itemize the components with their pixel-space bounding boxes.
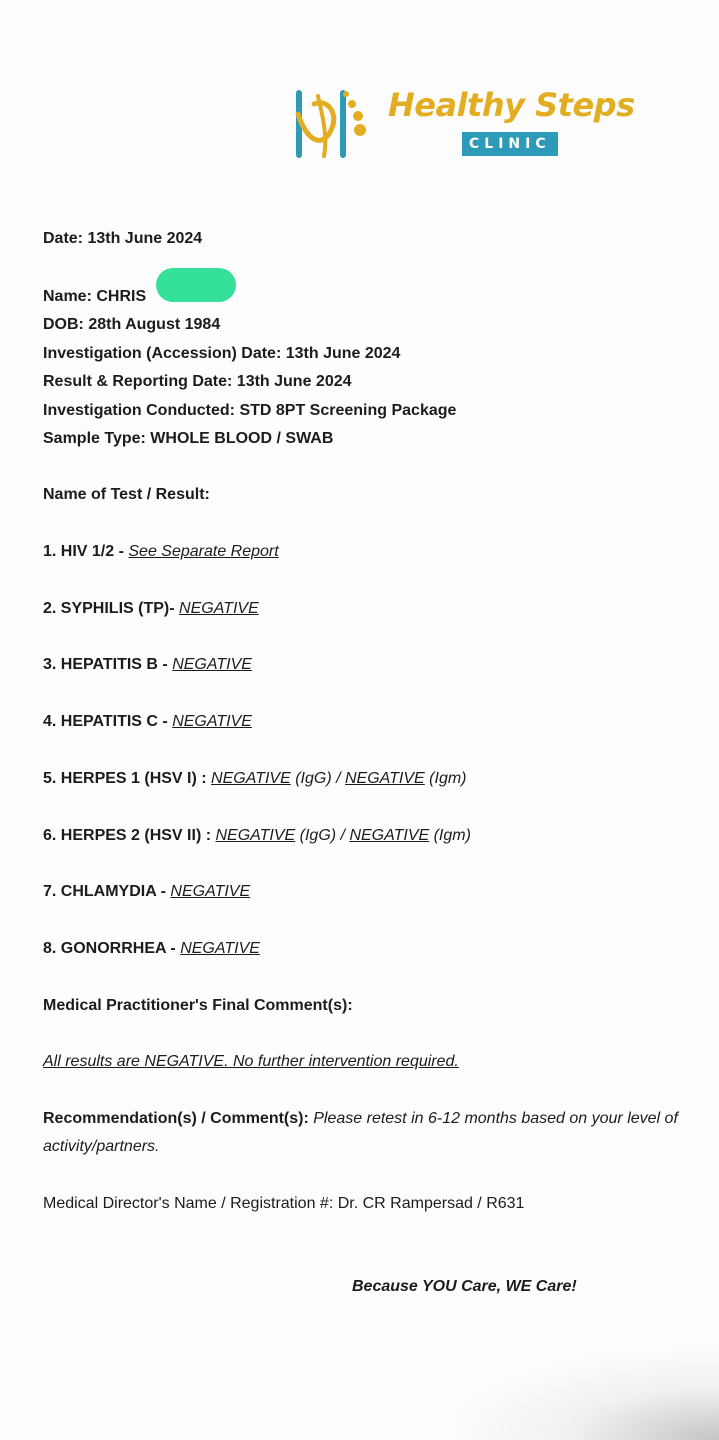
test-result: NEGATIVE	[172, 713, 252, 730]
patient-name: Name: CHRIS	[43, 288, 147, 305]
test-result: NEGATIVE	[215, 827, 296, 844]
test-label: 4. HEPATITIS C -	[43, 713, 173, 730]
test-item-hiv	[43, 543, 279, 561]
page-shadow	[459, 1350, 719, 1440]
test-result: NEGATIVE	[170, 883, 251, 900]
test-result: NEGATIVE	[211, 770, 291, 787]
test-item-hepatitis-b	[43, 656, 252, 674]
test-item-gonorrhea	[43, 940, 260, 958]
investigation-date: Investigation (Accession) Date: 13th June 2024	[43, 345, 401, 362]
healthy-steps-logo-icon	[288, 84, 378, 164]
recommendation-text-cont: activity/partners.	[43, 1138, 160, 1155]
clinic-logo	[288, 84, 648, 164]
final-comment-heading: Medical Practitioner's Final Comment(s):	[43, 997, 353, 1014]
test-item-chlamydia	[43, 883, 250, 901]
test-note: (IgG) /	[290, 770, 345, 787]
name-redaction	[156, 268, 236, 302]
test-label: 3. HEPATITIS B -	[43, 656, 173, 673]
test-result: See Separate Report	[128, 543, 279, 560]
test-result-2: NEGATIVE	[345, 770, 425, 787]
test-label: 7. CHLAMYDIA -	[43, 883, 171, 900]
report-date: Date: 13th June 2024	[43, 230, 203, 247]
recommendation-label: Recommendation(s) / Comment(s):	[43, 1110, 309, 1127]
test-label: 6. HERPES 2 (HSV II) :	[43, 827, 216, 844]
test-label: 8. GONORRHEA -	[43, 940, 181, 957]
patient-dob: DOB: 28th August 1984	[43, 316, 221, 333]
clinic-name: Healthy Steps	[388, 86, 635, 124]
sample-type: Sample Type: WHOLE BLOOD / SWAB	[43, 430, 334, 447]
clinic-subtitle: CLINIC	[462, 132, 558, 156]
test-item-herpes-2	[43, 827, 471, 845]
test-note-2: (Igm)	[424, 770, 467, 787]
test-result: NEGATIVE	[180, 940, 260, 957]
recommendation-text: Please retest in 6-12 months based on your level of	[308, 1110, 678, 1127]
test-item-hepatitis-c	[43, 713, 252, 731]
test-label: 2. SYPHILIS (TP)-	[43, 600, 180, 617]
test-item-syphilis	[43, 600, 259, 618]
final-comment-text: All results are NEGATIVE. No further intervention required.	[43, 1053, 459, 1070]
test-item-herpes-1	[43, 770, 467, 788]
result-reporting-date: Result & Reporting Date: 13th June 2024	[43, 373, 352, 390]
medical-director: Medical Director's Name / Registration #: Dr. CR Rampersad / R631	[43, 1195, 525, 1212]
test-note-2: (Igm)	[429, 827, 471, 844]
test-note: (IgG) /	[295, 827, 350, 844]
investigation-conducted: Investigation Conducted: STD 8PT Screening Package	[43, 402, 457, 419]
test-result-2: NEGATIVE	[349, 827, 430, 844]
clinic-slogan: Because YOU Care, WE Care!	[352, 1278, 577, 1295]
tests-heading: Name of Test / Result:	[43, 486, 210, 503]
test-result: NEGATIVE	[172, 656, 252, 673]
test-result: NEGATIVE	[179, 600, 259, 617]
test-label: 1. HIV 1/2 -	[43, 543, 129, 560]
test-label: 5. HERPES 1 (HSV I) :	[43, 770, 212, 787]
recommendation-line	[43, 1110, 678, 1128]
